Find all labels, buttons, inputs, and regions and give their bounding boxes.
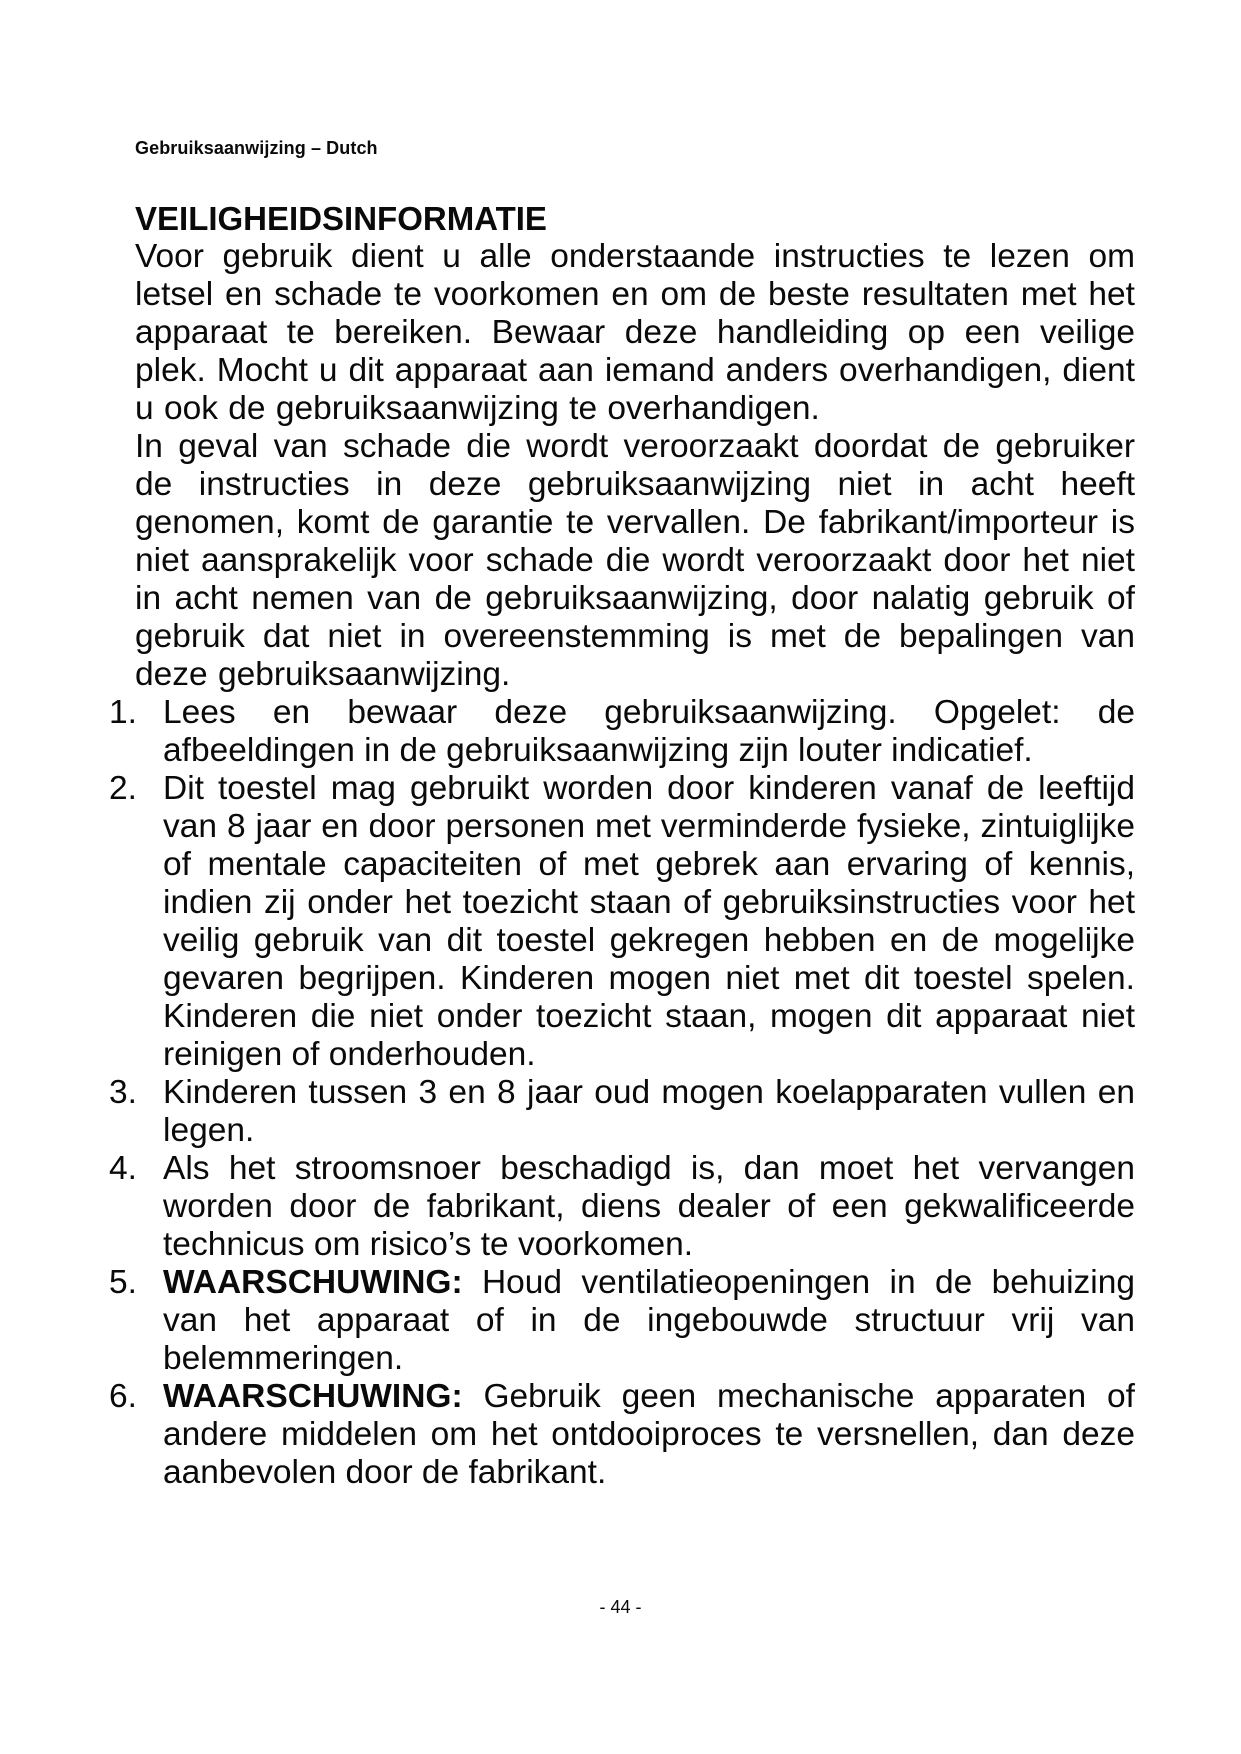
list-item-number: 5. bbox=[109, 1264, 137, 1301]
list-item bbox=[109, 1150, 1135, 1264]
list-item-number: 4. bbox=[109, 1150, 137, 1187]
list-item-number: 6. bbox=[109, 1378, 137, 1415]
list-item-number: 1. bbox=[109, 694, 137, 731]
safety-list bbox=[109, 694, 1135, 1492]
warning-label: WAARSCHUWING: bbox=[163, 1378, 463, 1415]
page-number: - 44 - bbox=[599, 1597, 642, 1617]
list-item bbox=[109, 1378, 1135, 1492]
document-header: Gebruiksaanwijzing – Dutch bbox=[135, 138, 378, 158]
list-item bbox=[109, 1264, 1135, 1378]
list-item-text: Dit toestel mag gebruikt worden door kinderen vanaf de leeftijd van 8 jaar en door personen met verminderde fysieke, zintuiglijke of mentale capaciteiten of met gebrek aan ervaring of kennis, indien zij onder het toezicht staan of gebruiksinstructies voor het veilig gebruik van dit toestel gekregen hebben en de mogelijke gevaren begrijpen. Kinderen mogen niet met dit toestel spelen. Kinderen die niet onder toezicht staan, mogen dit apparaat niet reinigen of onderhouden. bbox=[163, 770, 1135, 1073]
list-item-text: Gebruik geen mechanische apparaten of andere middelen om het ontdooiproces te versnellen, dan deze aanbevolen door de fabrikant. bbox=[163, 1378, 1135, 1491]
warranty-paragraph: In geval van schade die wordt veroorzaakt doordat de gebruiker de instructies in deze gebruiksaanwijzing niet in acht heeft genomen, komt de garantie te vervallen. De fabrikant/importeur is niet aansprakelijk voor schade die wordt veroorzaakt door het niet in acht nemen van de gebruiksaanwijzing, door nalatig gebruik of gebruik dat niet in overeenstemming is met de bepalingen van deze gebruiksaanwijzing. bbox=[135, 428, 1135, 693]
list-item-number: 3. bbox=[109, 1074, 137, 1111]
list-item-text: Als het stroomsnoer beschadigd is, dan moet het vervangen worden door de fabrikant, diens dealer of een gekwalificeerde technicus om risico’s te voorkomen. bbox=[163, 1150, 1135, 1263]
warning-label: WAARSCHUWING: bbox=[163, 1264, 463, 1301]
list-item-number: 2. bbox=[109, 770, 137, 807]
list-item-text: Lees en bewaar deze gebruiksaanwijzing. Opgelet: de afbeeldingen in de gebruiksaanwijzing zijn louter indicatief. bbox=[163, 694, 1135, 769]
list-item bbox=[109, 770, 1135, 1074]
list-item-text: Kinderen tussen 3 en 8 jaar oud mogen koelapparaten vullen en legen. bbox=[163, 1074, 1135, 1149]
intro-paragraph: Voor gebruik dient u alle onderstaande instructies te lezen om letsel en schade te voorkomen en om de beste resultaten met het apparaat te bereiken. Bewaar deze handleiding op een veilige plek. Mocht u dit apparaat aan iemand anders overhandigen, dient u ook de gebruiksaanwijzing te overhandigen. bbox=[135, 238, 1135, 427]
section-title: VEILIGHEIDSINFORMATIE bbox=[135, 200, 547, 237]
list-item bbox=[109, 694, 1135, 770]
list-item-text: Houd ventilatieopeningen in de behuizing van het apparaat of in de ingebouwde structuur vrij van belemmeringen. bbox=[163, 1264, 1135, 1377]
main-content bbox=[109, 200, 1135, 1492]
list-item bbox=[109, 1074, 1135, 1150]
